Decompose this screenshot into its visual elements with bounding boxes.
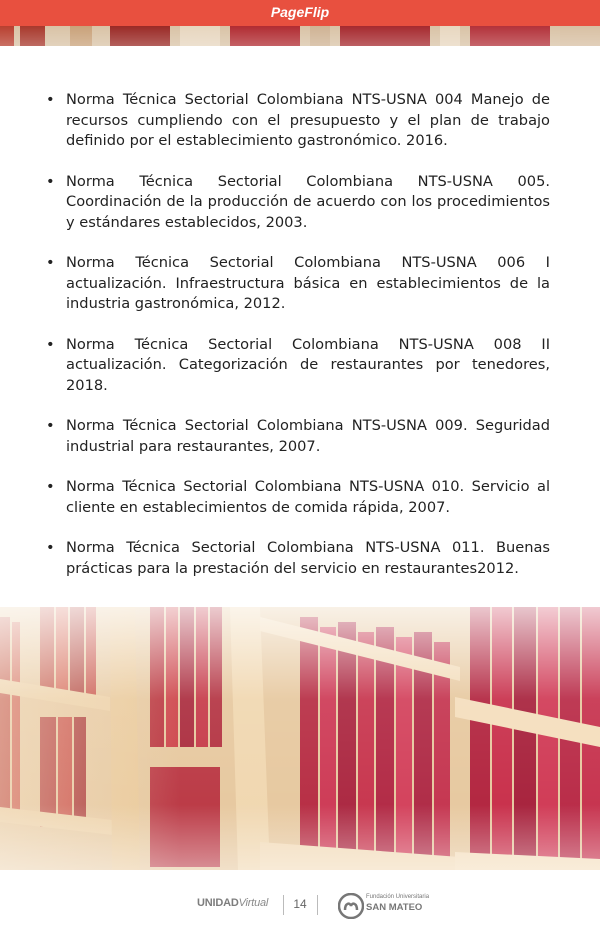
unidad-virtual-brand [197, 897, 268, 909]
brand-bold: UNIDAD [197, 897, 239, 909]
references-section [46, 90, 550, 599]
footer-divider [317, 895, 318, 915]
app-title: PageFlip [270, 4, 330, 20]
reference-item: • Norma Técnica Sectorial Colombiana NTS-USNA 006 I actualización. Infraestructura básica en establecimientos de la industria gastronómica, 2012. [46, 253, 550, 315]
page-number: 14 [293, 897, 307, 911]
logo-title: SAN MATEO [366, 902, 423, 913]
header-photo-strip [0, 26, 600, 46]
reference-item: • Norma Técnica Sectorial Colombiana NTS-USNA 004 Manejo de recursos cumpliendo con el presupuesto y el plan de trabajo definido por el establecimiento gastronómico. 2016. [46, 90, 550, 152]
references-list [46, 90, 550, 579]
reference-item: • Norma Técnica Sectorial Colombiana NTS-USNA 005. Coordinación de la producción de acuerdo con los procedimientos y estándares establecidos, 2003. [46, 172, 550, 234]
san-mateo-logo-icon [338, 893, 364, 919]
reference-item: • Norma Técnica Sectorial Colombiana NTS-USNA 010. Servicio al cliente en establecimientos de comida rápida, 2007. [46, 477, 550, 518]
logo-subtitle: Fundación Universitaria [366, 894, 430, 900]
brand-italic: Virtual [238, 897, 269, 909]
reference-item: • Norma Técnica Sectorial Colombiana NTS-USNA 008 II actualización. Categorización de restaurantes por tenedores, 2018. [46, 335, 550, 397]
san-mateo-logo [338, 893, 428, 921]
app-header-bar [0, 0, 600, 26]
reference-item: • Norma Técnica Sectorial Colombiana NTS-USNA 009. Seguridad industrial para restaurantes, 2007. [46, 416, 550, 457]
reference-item: • Norma Técnica Sectorial Colombiana NTS-USNA 011. Buenas prácticas para la prestación del servicio en restaurantes2012. [46, 538, 550, 579]
bookshelf-image [0, 607, 600, 870]
